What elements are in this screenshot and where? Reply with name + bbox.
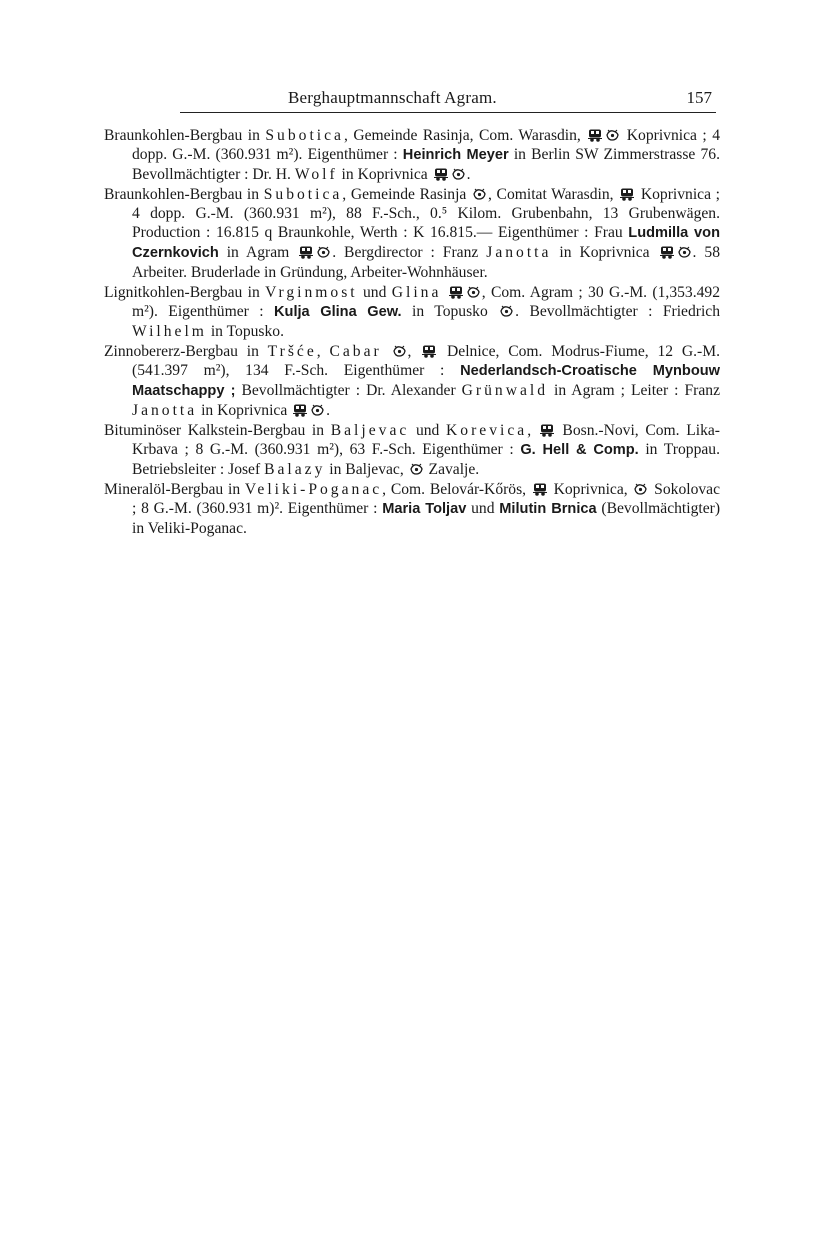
entry-braunkohlen-subotica-1 [104, 126, 720, 184]
entry-text: und [409, 422, 447, 439]
entry-text: Lignitkohlen-Bergbau in [104, 284, 266, 301]
entry-text: Bevollmächtigter : Dr. Alexander [235, 382, 462, 399]
entry-text: . Bergdirector : Franz [332, 244, 487, 261]
entry-text: . [326, 402, 331, 419]
place-name: Korevica [446, 422, 528, 439]
post-office-icon [467, 286, 480, 299]
entry-text: und [466, 500, 500, 517]
post-office-icon [606, 129, 619, 142]
entry-text: Bituminöser Kalkstein-Bergbau in [104, 422, 331, 439]
entry-text: in Troppau. Betriebsleiter : Josef [132, 441, 720, 478]
entry-text: . [466, 166, 471, 183]
entry-text: , Com. Belovár-Kőrös, [382, 481, 531, 498]
entry-text: in Topusko. [206, 323, 284, 340]
railway-station-icon [293, 404, 307, 417]
entry-text: Bosn.-Novi, Com. Lika-Krbava ; 8 G.-M. (360.931 m²), 63 F.-Sch. Eigenthümer : [132, 422, 721, 458]
railway-station-icon [422, 345, 436, 358]
person-name: Wilhelm [132, 323, 207, 340]
place-name: Glina [391, 284, 442, 301]
post-office-icon [452, 168, 465, 181]
owner-name: Nederlandsch-Croatische Mynbouw Maatschappy ; [132, 363, 721, 399]
railway-station-icon [434, 168, 448, 181]
person-name: Janotta [132, 402, 198, 419]
post-office-icon [393, 345, 406, 358]
entry-text: , Com. Agram ; 30 G.-M. (1,353.492 m²). Eigenthümer : [132, 284, 720, 320]
entry-list [104, 126, 720, 539]
owner-name: Milutin Brnica [499, 501, 597, 517]
entry-text: in Baljevac, [325, 461, 408, 478]
entry-text: Zinnobererz-Bergbau in [104, 343, 268, 360]
owner-name: Ludmilla von Czernkovich [132, 225, 720, 261]
entry-text: Sokolovac ; 8 G.-M. (360.931 m)². Eigenthümer : [132, 481, 721, 517]
entry-text: in Koprivnica [337, 166, 432, 183]
person-name: Wolf [294, 166, 338, 183]
post-office-icon [678, 246, 691, 259]
person-name: Grünwald [461, 382, 549, 399]
owner-name: Heinrich Meyer [402, 147, 509, 163]
entry-text: , Comitat Warasdin, [488, 186, 619, 203]
post-office-icon [410, 463, 423, 476]
entry-text: in Koprivnica [197, 402, 292, 419]
page-number: 157 [686, 88, 712, 107]
entry-text: und [357, 284, 392, 301]
entry-text: , [407, 343, 421, 360]
railway-station-icon [620, 188, 634, 201]
entry-text: (Bevollmächtigter) in Veliki-Poganac. [132, 500, 721, 537]
person-name: Janotta [486, 244, 552, 261]
entry-text: Braunkohlen-Bergbau in [104, 127, 266, 144]
railway-station-icon [540, 424, 554, 437]
entry-text: in Agram ; Leiter : Franz [548, 382, 721, 399]
post-office-icon [311, 404, 324, 417]
post-office-icon [500, 305, 513, 318]
entry-text: Zavalje. [424, 461, 480, 478]
post-office-icon [317, 246, 330, 259]
entry-text: Koprivnica, [548, 481, 633, 498]
place-name: Subotica [265, 127, 344, 144]
place-name: Vrginmost [265, 284, 358, 301]
entry-text: Braunkohlen-Bergbau in [104, 186, 264, 203]
entry-lignitkohlen-vrginmost [104, 283, 720, 341]
entry-text: , Gemeinde Rasinja [342, 186, 471, 203]
railway-station-icon [299, 246, 313, 259]
entry-text: Delnice, Com. Modrus-Fiume, 12 G.-M. (541.397 m²), 134 F.-Sch. Eigenthümer : [132, 343, 721, 379]
railway-station-icon [449, 286, 463, 299]
entry-text [441, 284, 446, 301]
person-name: Balazy [264, 461, 326, 478]
entry-text [382, 343, 391, 360]
entry-kalkstein-baljevac [104, 421, 720, 479]
entry-zinnobererz-trsce [104, 342, 720, 420]
place-name: Subotica [263, 186, 343, 203]
place-name: Veliki-Poganac [244, 481, 383, 498]
entry-text: Mineralöl-Bergbau in [104, 481, 245, 498]
entry-text: in Agram [218, 244, 298, 261]
owner-name: Kulja Glina Gew. [273, 304, 402, 320]
entry-text: , Gemeinde Rasinja, Com. Warasdin, [343, 127, 587, 144]
railway-station-icon [588, 129, 602, 142]
post-office-icon [473, 188, 486, 201]
page-header [180, 86, 716, 113]
entry-text: in Berlin SW Zimmerstrasse 76. Bevollmächtigter : Dr. H. [132, 146, 720, 183]
owner-name: G. Hell & Comp. [520, 442, 639, 458]
entry-text: , [527, 422, 538, 439]
place-name: Cabar [329, 343, 382, 360]
entry-text: . 58 Arbeiter. Bruderlade in Gründung, Arbeiter-Wohnhäuser. [132, 244, 720, 281]
post-office-icon [634, 483, 647, 496]
entry-text: Koprivnica ; 4 dopp. G.-M. (360.931 m²), 88 F.-Sch., 0.⁵ Kilom. Grubenbahn, 13 Grubenwägen. Production : 16.815 q Braunkohle, Werth : K 16.815.— Eigenthümer : Frau [132, 186, 720, 241]
entry-braunkohlen-subotica-2 [104, 185, 720, 282]
railway-station-icon [533, 483, 547, 496]
running-title: Berghauptmannschaft Agram. [288, 88, 497, 107]
owner-name: Maria Toljav [382, 501, 467, 517]
place-name: Baljevac [330, 422, 410, 439]
entry-text: in Koprivnica [551, 244, 658, 261]
entry-text: . Bevollmächtigter : Friedrich [515, 303, 721, 320]
entry-text: in Topusko [401, 303, 499, 320]
entry-text: Koprivnica ; 4 dopp. G.-M. (360.931 m²). Eigenthümer : [132, 127, 721, 163]
entry-text: , [316, 343, 330, 360]
railway-station-icon [660, 246, 674, 259]
entry-mineraloel-veliki-poganac [104, 480, 720, 538]
place-name: Tršće [267, 343, 317, 360]
